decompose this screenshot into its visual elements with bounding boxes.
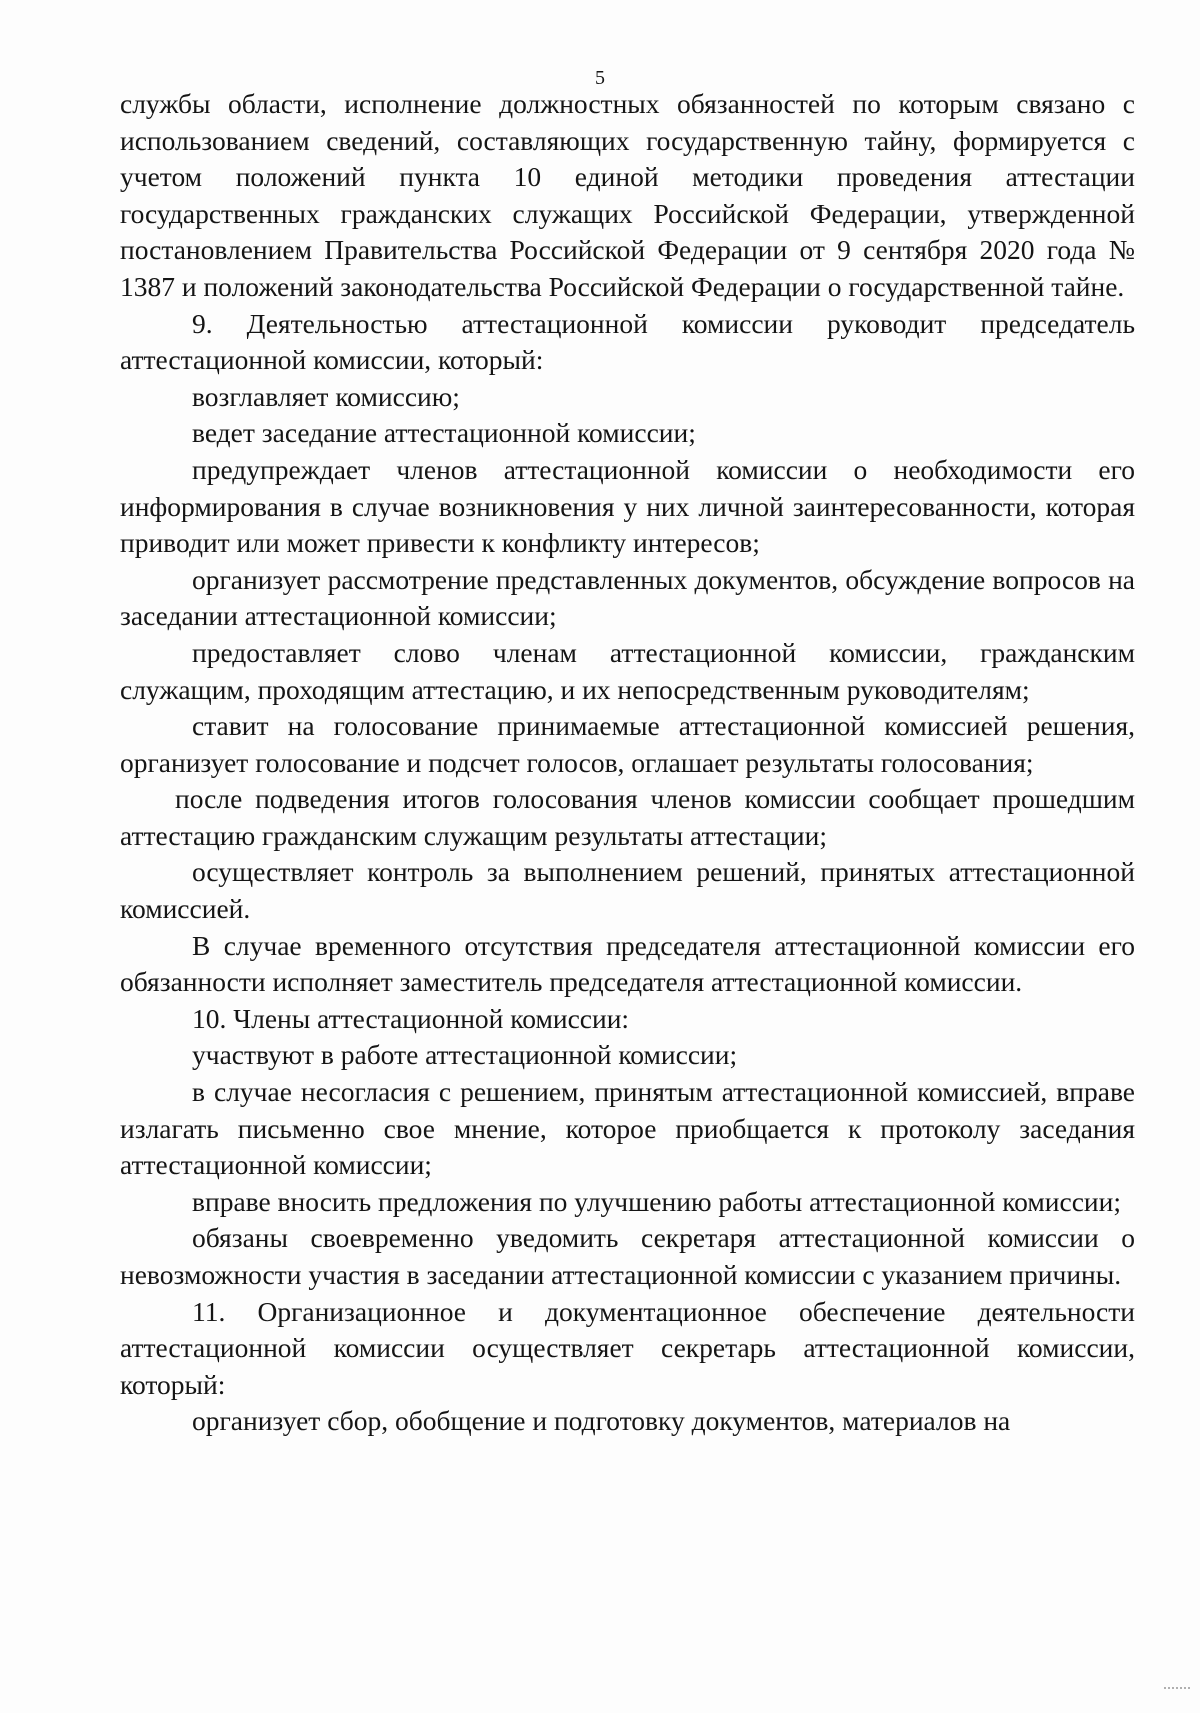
paragraph-item-10: 10. Члены аттестационной комиссии: [192, 1002, 630, 1034]
paragraph-chair-puts-to-vote: ставит на голосование принимаемые аттестационной комиссией решения, организует голосование и подсчет голосов, оглашает результаты голосования; [120, 710, 1135, 778]
paragraph-chair-warns: предупреждает членов аттестационной комиссии о необходимости его информирования в случае возникновения у них личной заинтересованности, которая приводит или может привести к конфликту интересов; [120, 453, 1135, 559]
paragraph-members-participate: участвуют в работе аттестационной комиссии; [192, 1039, 738, 1071]
paragraph-members-disagree: в случае несогласия с решением, принятым аттестационной комиссией, вправе излагать письменно свое мнение, которое приобщается к протоколу заседания аттестационной комиссии; [120, 1076, 1135, 1181]
paragraph-chair-leads-meeting: ведет заседание аттестационной комиссии; [192, 417, 696, 449]
page-number: 5 [595, 67, 605, 89]
paragraph-members-propose: вправе вносить предложения по улучшению работы аттестационной комиссии; [192, 1185, 1122, 1217]
paragraph-continuation: службы области, исполнение должностных обязанностей по которым связано с использованием сведений, составляющих государственную тайну, формируется с учетом положений пункта 10 единой методики проведения аттестации государственных гражданских служащих Российской Федерации, утвержденной постановлением Правительства Российской Федерации от 9 сентября 2020 года № 1387 и положений законодательства Российской Федерации о государственной тайне. [120, 88, 1135, 302]
paragraph-secretary-collects: организует сбор, обобщение и подготовку документов, материалов на [192, 1405, 1011, 1437]
paragraph-chair-gives-floor: предоставляет слово членам аттестационной комиссии, гражданским служащим, проходящим аттестацию, и их непосредственным руководителям; [120, 636, 1135, 705]
scan-edge-mark [1164, 1687, 1190, 1695]
paragraph-chair-heads: возглавляет комиссию; [192, 380, 460, 412]
paragraph-chair-reports-results: после подведения итогов голосования членов комиссии сообщает прошедшим аттестацию гражданским служащим результаты аттестации; [120, 783, 1135, 851]
paragraph-chair-controls: осуществляет контроль за выполнением решений, принятых аттестационной комиссией. [120, 856, 1135, 925]
paragraph-item-11: 11. Организационное и документационное обеспечение деятельности аттестационной комиссии осуществляет секретарь аттестационной комиссии, который: [120, 1295, 1135, 1400]
paragraph-deputy-chair: В случае временного отсутствия председателя аттестационной комиссии его обязанности исполняет заместитель председателя аттестационной комиссии. [120, 929, 1135, 998]
document-body [120, 86, 1135, 1440]
paragraph-item-9: 9. Деятельностью аттестационной комиссии руководит председатель аттестационной комиссии, который: [120, 307, 1135, 376]
paragraph-chair-organizes-review: организует рассмотрение представленных документов, обсуждение вопросов на заседании аттестационной комиссии; [120, 563, 1135, 632]
paragraph-members-notify: обязаны своевременно уведомить секретаря аттестационной комиссии о невозможности участия в заседании аттестационной комиссии с указанием причины. [120, 1222, 1135, 1290]
